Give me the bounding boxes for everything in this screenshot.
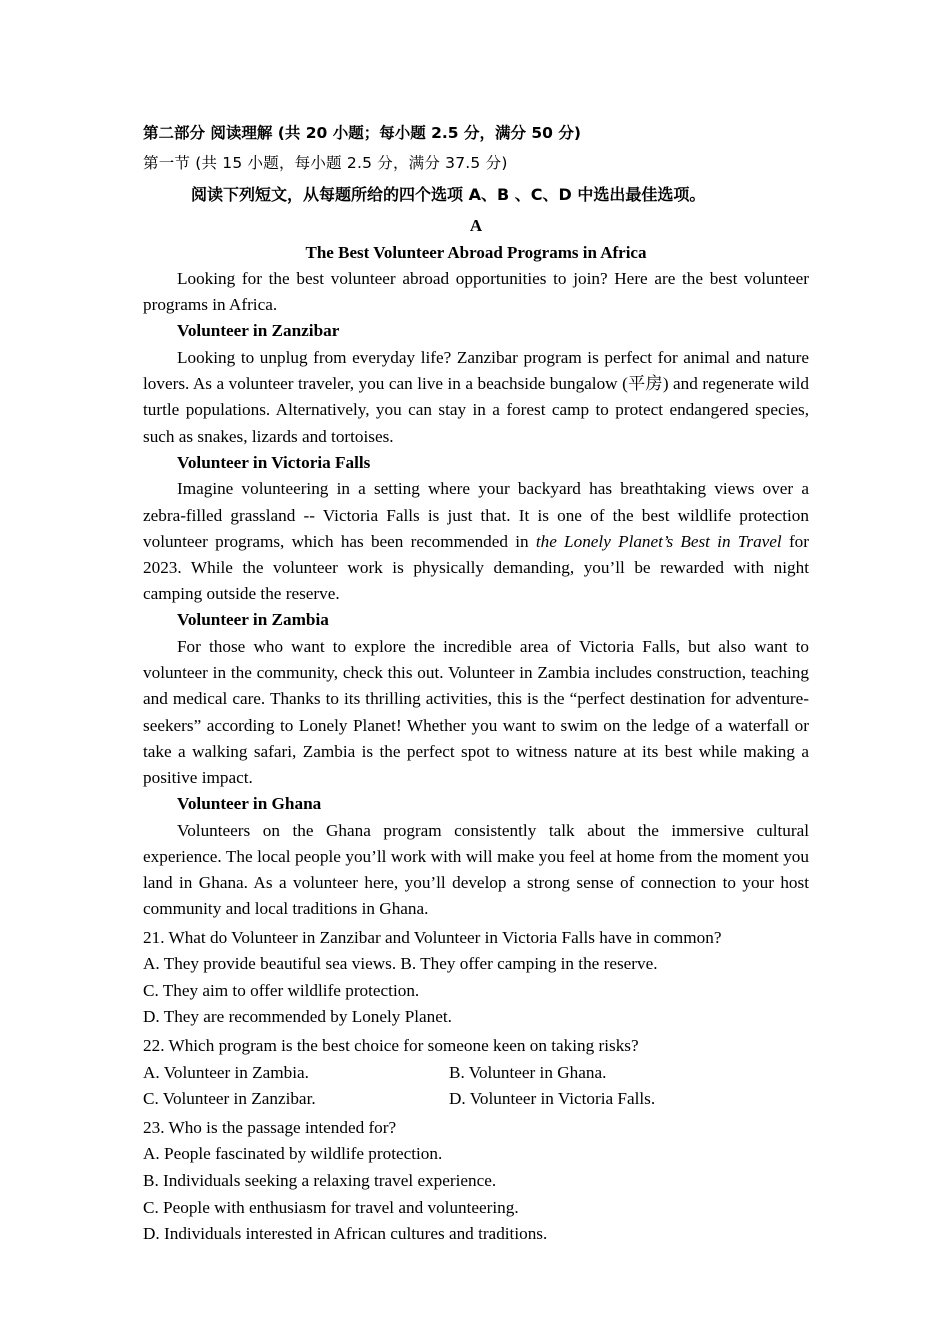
reading-instruction (143, 179, 809, 211)
question-22-option-d: D. Volunteer in Victoria Falls. (449, 1089, 656, 1109)
question-23 (143, 1115, 809, 1248)
question-21-option-line-3: D. They are recommended by Lonely Planet. (143, 1007, 452, 1027)
question-23-stem: 23. Who is the passage intended for? (143, 1117, 397, 1137)
question-21-option-line-1: A. They provide beautiful sea views. B. They offer camping in the reserve. (143, 954, 658, 974)
question-22-option-c: C. Volunteer in Zanzibar. (143, 1089, 316, 1109)
question-21-option-line-2: C. They aim to offer wildlife protection. (143, 980, 420, 1000)
paragraph-zambia: For those who want to explore the incredible area of Victoria Falls, but also want to volunteer in the community, check this out. Volunteer in Zambia includes construction, teaching and medical care. Thanks to its thrilling activities, this is the “perfect destination for adventure-seekers” according to Lonely Planet! Whether you want to swim on the ledge of a waterfall or take a walking safari, Zambia is the perfect spot to witness nature at its best while making a positive impact. (143, 637, 809, 788)
question-22-stem: 22. Which program is the best choice for someone keen on taking risks? (143, 1036, 639, 1056)
paragraph-victoria-part2: for 2023. While the volunteer work is physically demanding, you’ll be rewarded with night camping outside the reserve. (143, 531, 809, 604)
section-heading-text: 第一节 (共 15 小题，每小题 2.5 分，满分 37.5 分) (143, 154, 508, 172)
paragraph-victoria-part1: Imagine volunteering in a setting where your backyard has breathtaking views over a zebra-filled grassland -- Victoria Falls is just that. It is one of the best wildlife protection volunteer programs, which has been recommended in (143, 479, 809, 551)
question-23-option-b: B. Individuals seeking a relaxing travel experience. (143, 1170, 497, 1190)
question-22-option-b: B. Volunteer in Ghana. (449, 1062, 607, 1082)
passage-intro: Looking for the best volunteer abroad opportunities to join? Here are the best volunteer programs in Africa. (143, 269, 809, 315)
reading-instruction-text: 阅读下列短文，从每题所给的四个选项 A、B 、C、D 中选出最佳选项。 (191, 185, 706, 204)
question-21-stem: 21. What do Volunteer in Zanzibar and Volunteer in Victoria Falls have in common? (143, 927, 722, 947)
paragraph-victoria-italic: the Lonely Planet’s Best in Travel (535, 531, 782, 551)
paragraph-zanzibar: Looking to unplug from everyday life? Zanzibar program is perfect for animal and nature lovers. As a volunteer traveler, you can live in a beachside bungalow (平房) and regenerate wild turtle populations. Alternatively, you can stay in a forest camp to protect endangered species, such as snakes, lizards and tortoises. (143, 348, 809, 446)
section-heading (143, 148, 809, 179)
part-heading-text: 第二部分 阅读理解 (共 20 小题；每小题 2.5 分，满分 50 分) (143, 124, 581, 142)
subheading-zambia: Volunteer in Zambia (177, 610, 329, 630)
question-22-option-row-1 (143, 1060, 809, 1087)
question-23-option-d: D. Individuals interested in African cultures and traditions. (143, 1224, 548, 1244)
question-23-option-a: A. People fascinated by wildlife protection. (143, 1144, 443, 1164)
subheading-ghana: Volunteer in Ghana (177, 794, 322, 814)
passage-title: The Best Volunteer Abroad Programs in Africa (305, 243, 647, 262)
part-heading (143, 118, 809, 148)
subheading-victoria-falls: Volunteer in Victoria Falls (177, 452, 371, 472)
subheading-zanzibar: Volunteer in Zanzibar (177, 321, 340, 341)
question-22 (143, 1033, 809, 1113)
question-22-option-a: A. Volunteer in Zambia. (143, 1062, 309, 1082)
paragraph-victoria-falls (143, 476, 809, 607)
document-content (143, 118, 809, 1248)
question-23-option-c: C. People with enthusiasm for travel and volunteering. (143, 1197, 519, 1217)
question-22-option-row-2 (143, 1086, 809, 1113)
passage-letter: A (469, 216, 483, 235)
question-21 (143, 925, 809, 1031)
paragraph-ghana: Volunteers on the Ghana program consistently talk about the immersive cultural experience. The local people you’ll work with will make you feel at home from the moment you land in Ghana. As a volunteer here, you’ll develop a strong sense of connection to your host community and local traditions in Ghana. (143, 820, 809, 919)
